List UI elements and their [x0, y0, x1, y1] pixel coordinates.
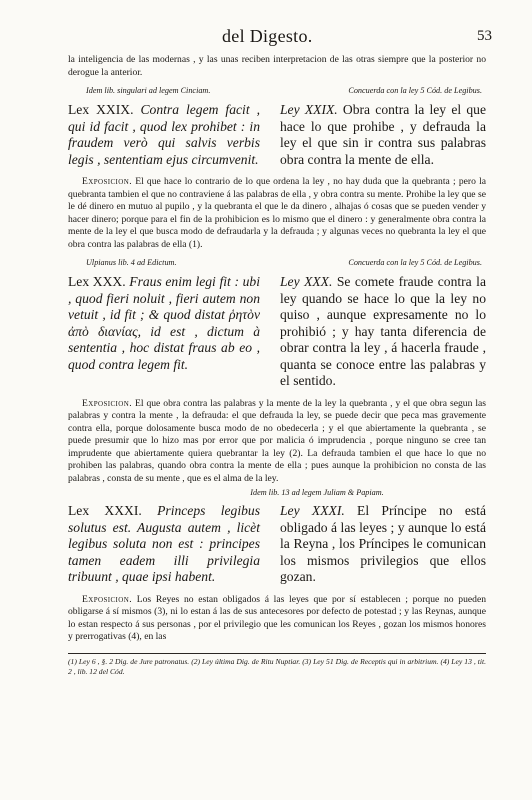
latin-source: Idem lib. 13 ad legem Juliam & Papiam. — [250, 488, 384, 497]
footnotes: (1) Ley 6 , §. 2 Dig. de Jure patronatus. (2) Ley última Dig. de Ritu Nuptiar. (3) Ley 51 Dig. de Receptis qui in arbitrium. (4) Ley 13 , tit. 2 , lib. 12 del Cód. — [68, 656, 486, 676]
footnote-rule — [68, 653, 486, 654]
latin-law-heading: Lex XXXI. — [68, 503, 142, 518]
latin-source: Ulpianus lib. 4 ad Edictum. — [86, 258, 177, 267]
exposition-text: El que obra contra las palabras y la mente de la ley la quebranta , y el que obra segun las palabras y contra la mente , la defrauda: el que defrauda la ley, se puede decir que peca mas gravemente contra ella, porque dolosamente busca modo de no obedecerla ; y el que abiertamente la quebranta , se puede presumir que lo hizo mas por error que por malicia ó imprudencia , porque ninguno se cree tan imprudente que abiertamente quiera quebrantar la ley (2). La defrauda tambien el que hace lo que no prohiben las palabras, quando obra contra la mente de ella ; pues aunque la prohibicion no consta de las palabras , consta de su mente , que es el alma de la ley. — [68, 397, 486, 484]
source-line — [68, 86, 486, 98]
latin-text-column — [68, 102, 260, 168]
concordance-note: Concuerda con la ley 5 Cód. de Legibus. — [348, 258, 482, 267]
latin-text-column — [68, 274, 260, 390]
exposition-label: Exposicion. — [82, 593, 132, 605]
top-paragraph: la inteligencia de las modernas , y las unas reciben interpretacion de las otras siempre que la posterior no derogue la anterior. — [68, 54, 486, 78]
spanish-text-column — [280, 503, 486, 586]
exposition-label: Exposicion. — [82, 397, 132, 409]
spanish-law-heading: Ley XXX. — [280, 274, 333, 289]
latin-law-text: Contra legem facit , qui id facit , quod lex prohibet : in fraudem verò qui salvis verbis legis , sententiam ejus circumvenit. — [68, 102, 260, 167]
spanish-law-text: El Príncipe no está obligado á las leyes ; y aunque lo está la Reyna , los Príncipes le comunican los mismos privilegios que ellos gozan. — [280, 503, 486, 584]
latin-source: Idem lib. singulari ad legem Cinciam. — [86, 86, 211, 95]
document-page — [68, 24, 492, 685]
law-columns — [68, 274, 486, 390]
latin-text-column — [68, 503, 260, 586]
exposition-paragraph — [68, 176, 486, 251]
running-header — [68, 24, 492, 54]
exposition-text: Los Reyes no estan obligados á las leyes que por sí establecen ; porque no pueden obligarse á sí mismos (3), ni lo estan á las de sus antecesores por defecto de potestad ; y las Reynas, aunque lo estan respecto á sus personas , por el privilegio que les comunican los Reyes , gozan los mismos honores y prerrogativas (4), en las — [68, 593, 486, 642]
page-title: del Digesto. — [222, 26, 313, 46]
law-columns — [68, 102, 486, 168]
spanish-law-heading: Ley XXXI. — [280, 503, 345, 518]
exposition-label: Exposicion. — [82, 176, 132, 187]
latin-law-heading: Lex XXX. — [68, 274, 126, 289]
spanish-text-column — [280, 102, 486, 168]
source-line — [68, 258, 486, 270]
law-columns — [68, 503, 486, 586]
exposition-paragraph — [68, 594, 486, 644]
page-number: 53 — [477, 28, 492, 44]
latin-law-text: Princeps legibus solutus est. Augusta autem , licèt legibus soluta non est : principes tamen eadem illi privilegia tribuunt , quae ipsi habent. — [68, 503, 260, 584]
spanish-law-text: Obra contra la ley el que hace lo que prohibe , y defrauda la ley el que sin ir contra sus palabras obra contra la mente de ella. — [280, 102, 486, 167]
latin-law-text: Fraus enim legi fit : ubi , quod fieri noluit , fieri autem non vetuit , id fit ; & quod distat ῥητὸν ἀπὸ διανίας, id est , dictum à sententia , hoc distat fraus ab eo , quod contra legem fit. — [68, 274, 260, 372]
exposition-paragraph — [68, 398, 486, 486]
concordance-note: Concuerda con la ley 5 Cód. de Legibus. — [348, 86, 482, 95]
latin-law-heading: Lex XXIX. — [68, 102, 134, 117]
spanish-law-text: Se comete fraude contra la ley quando se hace lo que la ley no quiso , aunque expresamente no lo prohibió ; y hay tanta diferencia de obrar contra la ley , á hacerla fraude , quanta se conoce entre las palabras y el sentido. — [280, 274, 486, 388]
spanish-law-heading: Ley XXIX. — [280, 102, 338, 117]
spanish-text-column — [280, 274, 486, 390]
exposition-text: El que hace lo contrario de lo que ordena la ley , no hay duda que la quebranta ; pero la quebranta tambien el que no contraviene á las palabras de ella , y obra contra su mente. Prohibe la ley que se le dé dinero en mutuo al pupilo , y la quebranta el que le da dinero , alhajas ó cosas que se pueden vender y hacer dinero; porque para el fin de la prohibicion es lo mismo que el dinero : y generalmente obra contra la mente de la ley el que busca modo de defraudarla y la defrauda ; y algunas veces no quebranta la ley el que obra contra las palabras de ella (1). — [68, 176, 486, 250]
